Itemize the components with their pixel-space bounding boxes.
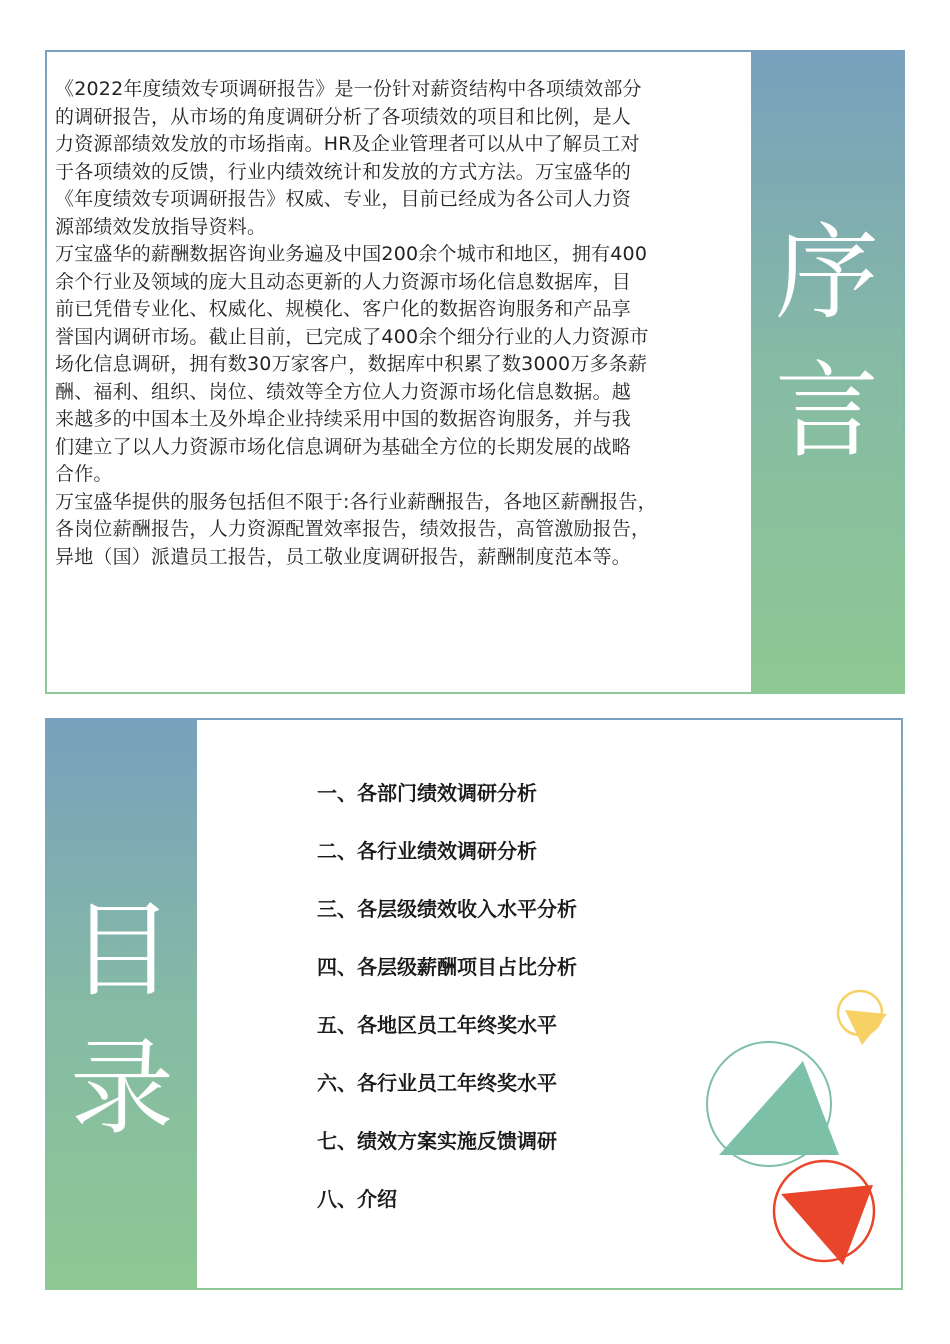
text-line: 誉国内调研市场。截止目前，已完成了400余个细分行业的人力资源市 bbox=[55, 325, 649, 348]
text-line: 各岗位薪酬报告，人力资源配置效率报告，绩效报告，高管激励报告， bbox=[55, 518, 651, 540]
toc-item-6[interactable]: 六、各行业员工年终奖水平 bbox=[317, 1071, 557, 1095]
text-line: 于各项绩效的反馈，行业内绩效统计和发放的方式方法。万宝盛华的 bbox=[55, 160, 632, 183]
preface-title-char-1: 序 bbox=[774, 212, 879, 334]
preface-paragraph-3 bbox=[55, 489, 745, 572]
toc-item-2[interactable]: 二、各行业绩效调研分析 bbox=[317, 839, 537, 863]
preface-title-panel bbox=[751, 52, 903, 692]
toc-list bbox=[317, 778, 577, 1242]
green-triangle-shape bbox=[719, 1061, 839, 1155]
yellow-circle-shape bbox=[838, 991, 882, 1035]
text-line: 来越多的中国本土及外埠企业持续采用中国的数据咨询服务，并与我 bbox=[55, 408, 632, 430]
toc-title-char-1: 目 bbox=[69, 889, 174, 1011]
text-line: 《2022年度绩效专项调研报告》是一份针对薪资结构中各项绩效部分 bbox=[55, 78, 642, 100]
preface-title-char-2: 言 bbox=[774, 350, 879, 472]
text-line: 源部绩效发放指导资料。 bbox=[55, 215, 267, 238]
text-line: 万宝盛华的薪酬数据咨询业务遍及中国200余个城市和地区，拥有400 bbox=[55, 243, 648, 265]
text-line: 《年度绩效专项调研报告》权威、专业，目前已经成为各公司人力资 bbox=[55, 188, 632, 210]
toc-item-8[interactable]: 八、介绍 bbox=[317, 1187, 397, 1211]
text-line: 力资源部绩效发放的市场指南。HR及企业管理者可以从中了解员工对 bbox=[55, 133, 640, 155]
text-line: 前已凭借专业化、权威化、规模化、客户化的数据咨询服务和产品享 bbox=[55, 298, 632, 320]
yellow-triangle-shape bbox=[845, 1010, 887, 1045]
toc-title-panel bbox=[47, 720, 197, 1288]
preface-body bbox=[55, 76, 745, 571]
preface-paragraph-1 bbox=[55, 76, 745, 241]
toc-item-5[interactable]: 五、各地区员工年终奖水平 bbox=[317, 1013, 557, 1037]
toc-item-1[interactable]: 一、各部门绩效调研分析 bbox=[317, 781, 537, 805]
red-triangle-shape bbox=[781, 1185, 873, 1265]
text-line: 合作。 bbox=[55, 463, 113, 485]
toc-item-4[interactable]: 四、各层级薪酬项目占比分析 bbox=[317, 955, 577, 979]
toc-item-7[interactable]: 七、绩效方案实施反馈调研 bbox=[317, 1129, 557, 1153]
toc-title-char-2: 录 bbox=[69, 1027, 174, 1149]
text-line: 酬、福利、组织、岗位、绩效等全方位人力资源市场化信息数据。越 bbox=[55, 380, 632, 403]
text-line: 万宝盛华提供的服务包括但不限于:各行业薪酬报告，各地区薪酬报告， bbox=[55, 490, 657, 513]
toc-card bbox=[45, 718, 903, 1290]
text-line: 场化信息调研，拥有数30万家客户，数据库中积累了数3000万多条薪 bbox=[55, 353, 648, 375]
toc-item-3[interactable]: 三、各层级绩效收入水平分析 bbox=[317, 897, 577, 921]
preface-card bbox=[45, 50, 905, 694]
text-line: 的调研报告，从市场的角度调研分析了各项绩效的项目和比例，是人 bbox=[55, 105, 632, 128]
green-circle-shape bbox=[707, 1042, 831, 1166]
red-circle-shape bbox=[774, 1161, 874, 1261]
text-line: 异地（国）派遣员工报告，员工敬业度调研报告，薪酬制度范本等。 bbox=[55, 545, 632, 568]
text-line: 余个行业及领域的庞大且动态更新的人力资源市场化信息数据库，目 bbox=[55, 270, 632, 293]
preface-paragraph-2 bbox=[55, 241, 745, 489]
text-line: 们建立了以人力资源市场化信息调研为基础全方位的长期发展的战略 bbox=[55, 435, 632, 458]
